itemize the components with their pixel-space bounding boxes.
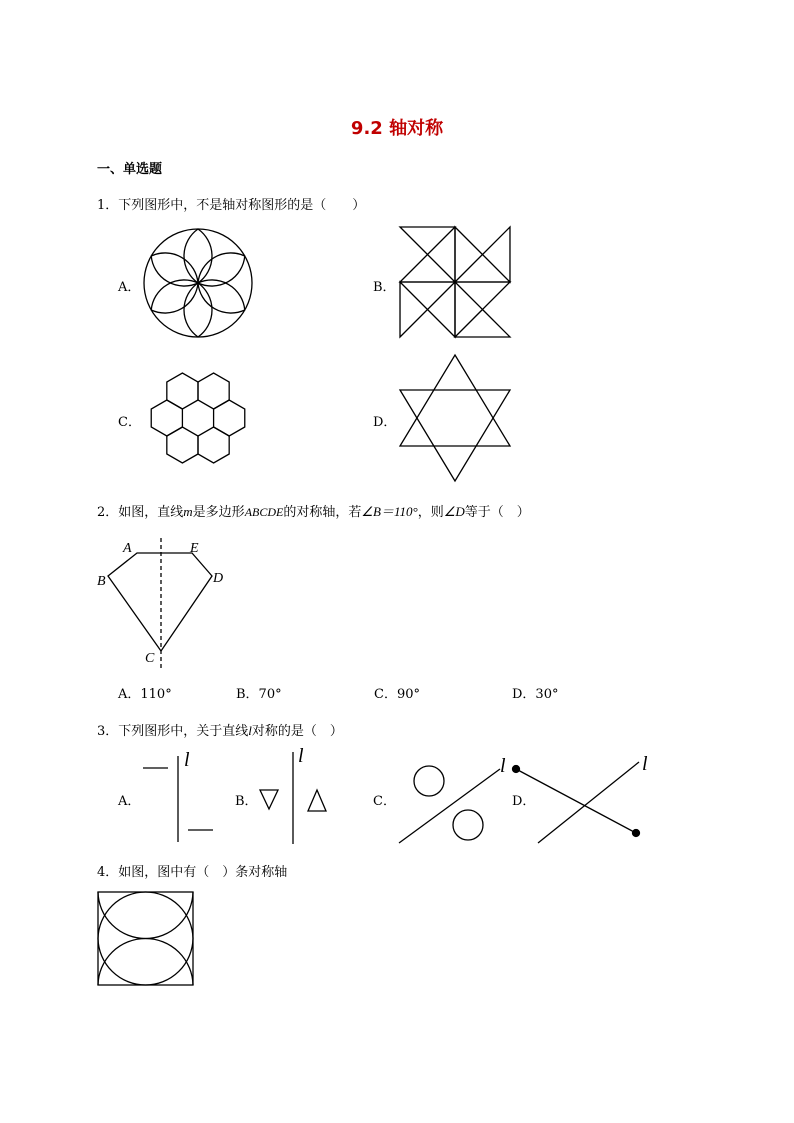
q1-option-a-label: A． bbox=[118, 280, 141, 295]
flower-petal bbox=[184, 229, 212, 283]
q4-square-petal-figure bbox=[97, 891, 195, 987]
q2-vertex-c-label: C bbox=[145, 651, 155, 666]
q2-mid2: 的对称轴，若 bbox=[283, 505, 362, 520]
q3-c-line-label: l bbox=[500, 755, 506, 777]
q3-prefix: 3．下列图形中，关于直线 bbox=[97, 724, 249, 739]
q2-asked-angle: ∠D bbox=[443, 504, 465, 519]
q2-mid3: ，则 bbox=[417, 505, 444, 520]
q2-line-m: m bbox=[183, 504, 193, 519]
q2-suffix: 等于（ ） bbox=[464, 505, 530, 520]
q3-option-d-label: D． bbox=[512, 794, 536, 809]
hexagon-cell bbox=[198, 427, 229, 463]
question-1-text: 1．下列图形中，不是轴对称图形的是（ ） bbox=[97, 198, 366, 213]
q3-a-line-label: l bbox=[184, 749, 190, 771]
question-3-text bbox=[97, 720, 343, 739]
q2-vertex-b-label: B bbox=[97, 574, 106, 589]
q3-line-l: l bbox=[248, 723, 252, 738]
q2-option-c: C．90° bbox=[374, 687, 420, 702]
q3-suffix: 对称的是（ ） bbox=[251, 724, 343, 739]
q1-figure-b-pinwheel bbox=[399, 227, 511, 337]
hexagon-cell bbox=[214, 400, 245, 436]
q1-option-d-label: D． bbox=[373, 415, 397, 430]
q1-option-b-label: B． bbox=[373, 280, 396, 295]
hexagon-cell bbox=[167, 373, 198, 409]
q1-figure-c-hexagons bbox=[140, 368, 256, 468]
hexagon-cell bbox=[151, 400, 182, 436]
q3-figure-c bbox=[396, 754, 520, 846]
q2-condition: ∠B＝110° bbox=[361, 504, 418, 519]
q2-option-d: D．30° bbox=[512, 687, 559, 702]
section-heading: 一、单选题 bbox=[97, 162, 163, 177]
q2-vertex-a-label: A bbox=[123, 541, 132, 556]
q1-figure-a-flower bbox=[142, 227, 254, 339]
q2-prefix: 2．如图，直线 bbox=[97, 505, 184, 520]
q3-d-line-label: l bbox=[642, 753, 648, 775]
q2-mid1: 是多边形 bbox=[192, 505, 245, 520]
q3-figure-a bbox=[140, 748, 216, 844]
q3-option-b-label: B． bbox=[235, 794, 258, 809]
question-2-text bbox=[97, 501, 530, 520]
q2-option-b: B．70° bbox=[236, 687, 282, 702]
q1-figure-d-hexagram bbox=[398, 354, 512, 482]
flower-petal bbox=[184, 283, 212, 337]
q2-option-a: A．110° bbox=[118, 687, 172, 702]
q1-option-c-label: C． bbox=[118, 415, 141, 430]
q2-pentagon-figure bbox=[96, 538, 236, 670]
hexagon-cell bbox=[198, 373, 229, 409]
page-title: 9.2 轴对称 bbox=[350, 118, 444, 139]
hexagon-cell bbox=[167, 427, 198, 463]
q2-vertex-e-label: E bbox=[190, 541, 199, 556]
q2-vertex-d-label: D bbox=[213, 571, 224, 586]
question-4-text: 4．如图，图中有（ ）条对称轴 bbox=[97, 865, 288, 880]
q3-figure-b bbox=[256, 746, 332, 846]
q3-option-a-label: A． bbox=[118, 794, 141, 809]
q3-option-c-label: C． bbox=[373, 794, 396, 809]
q3-b-line-label: l bbox=[298, 745, 304, 767]
q3-figure-d bbox=[536, 752, 660, 846]
q2-polygon-name: ABCDE bbox=[244, 505, 284, 519]
